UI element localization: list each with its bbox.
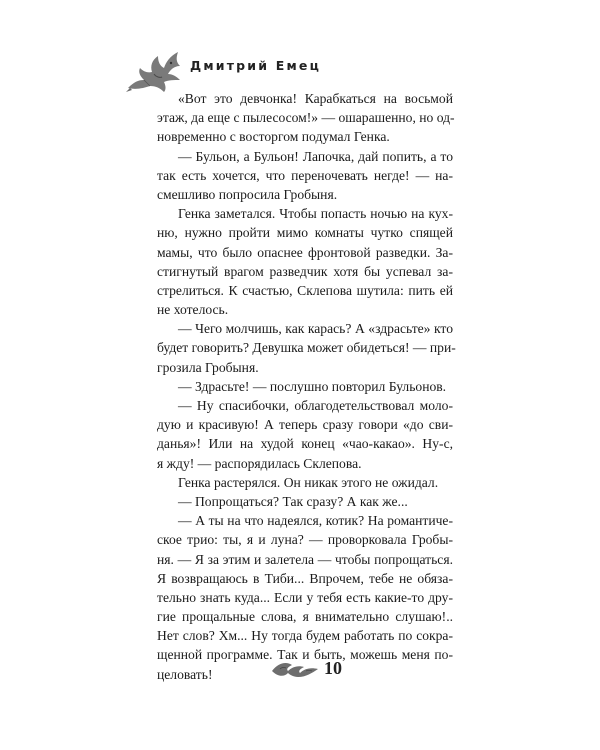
text-line: — Ну спасибочки, облагодетельствовал моло- [178,398,453,413]
text-line: Генка растерялся. Он никак этого не ожидал. [178,474,439,490]
text-line: смешливо попросила Гробыня. [157,186,338,202]
text-line: я жду! — распорядилась Склепова. [157,455,362,471]
text-line: щенной программе. Так и быть, можешь меня по- [157,647,453,663]
floral-ornament-icon [270,657,320,681]
text-line: ня. — Я за этим и залетела — чтобы попрощаться. [157,551,453,567]
text-line: дую и красивую! А теперь сразу говори «до сви- [157,417,453,433]
text-line: тельно знать куда... Если у тебя есть какие-то дру- [157,589,453,605]
page-number: 10 [324,658,342,678]
text-line: гие прощальные слова, я внимательно слушаю!.. [157,609,453,625]
text-line: ню, нужно пройти мимо комнаты чутко спящей [157,225,453,241]
text-line: так есть хочется, что переночевать негде! — на- [157,167,453,183]
author-name: Дмитрий Емец [190,58,322,73]
page-footer [270,655,390,683]
text-line: Генка заметался. Чтобы попасть ночью на кух- [178,206,453,222]
text-line: ское трио: ты, я и луна? — проворковала Гробы- [157,532,453,548]
text-line: «Вот это девчонка! Карабкаться на восьмой [178,91,453,106]
text-line: — А ты на что надеялся, котик? На романтиче- [178,513,453,529]
text-line: целовать! [157,666,213,682]
text-line: — Попрощаться? Так сразу? А как же... [178,493,408,509]
dragon-icon [124,44,186,94]
text-line: грозила Гробыня. [157,359,259,375]
text-line: Я возвращаюсь в Тиби... Впрочем, тебе не обяза- [157,570,453,586]
text-line: — Бульон, а Бульон! Лапочка, дай попить, а то [178,148,453,164]
text-line: будет говорить? Девушка может обидеться! — при- [157,340,456,356]
text-line: — Здрасьте! — послушно повторил Бульонов. [178,378,447,394]
text-line: данья»! Или на худой конец «чао-какао». Ну-с, [157,436,453,452]
body-text [157,89,456,684]
text-line: этаж, да еще с пылесосом!» — ошарашенно, но од- [157,110,455,126]
text-line: — Чего молчишь, как карась? А «здрасьте» кто [178,321,453,337]
text-line: стигнутый врагом разведчик хотя бы успевал за- [157,263,453,279]
text-line: не хотелось. [157,302,229,318]
text-line: мамы, что было опаснее фронтовой разведки. За- [157,244,453,260]
running-header [124,44,484,94]
text-line: новременно с восторгом подумал Генка. [157,129,390,145]
text-line: стрелиться. К счастью, Склепова шутила: пить ей [157,282,453,298]
text-line: Нет слов? Хм... Ну тогда будем работать по сокра- [157,628,453,644]
